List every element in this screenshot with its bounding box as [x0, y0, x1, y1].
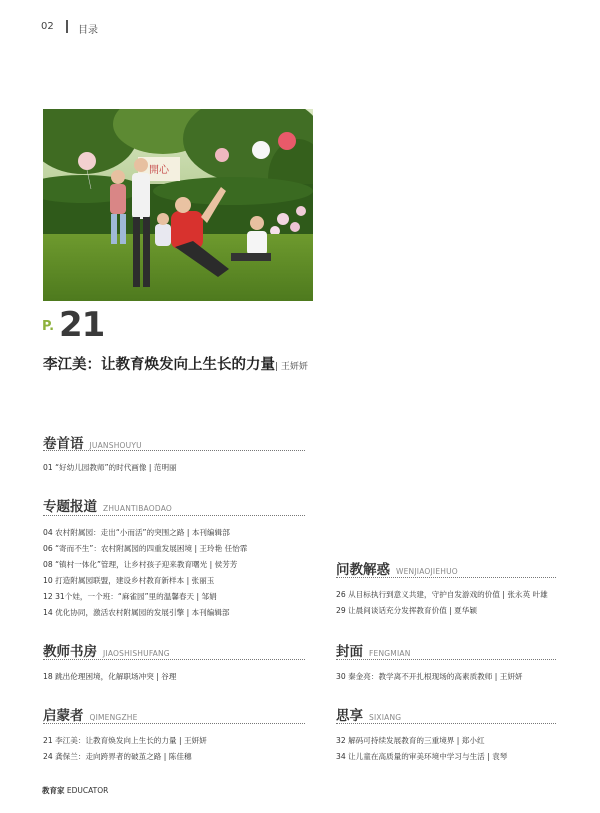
feature-page-number: 21 — [59, 305, 105, 345]
header-title: 目录 — [78, 25, 98, 36]
toc-entry[interactable]: 06 “寄而不生”：农村附属园的四重发展困境 | 王玲艳 任怡霏 — [43, 544, 248, 553]
section-title: 问教解惑 — [336, 562, 390, 578]
section-divider — [43, 723, 305, 724]
feature-title-line[interactable] — [43, 353, 308, 374]
section-header-jiaoshi — [43, 640, 170, 660]
section-title: 教师书房 — [43, 644, 97, 660]
section-pinyin: FENGMIAN — [369, 649, 411, 658]
toc-entry[interactable]: 21 李江美：让教育焕发向上生长的力量 | 王妍妍 — [43, 736, 207, 745]
toc-entry[interactable]: 12 31个娃，一个班：“麻雀园”里的温馨春天 | 邹娟 — [43, 592, 217, 601]
toc-entry[interactable]: 29 让晨间谈话充分发挥教育价值 | 夏华颖 — [336, 606, 477, 615]
header-divider — [66, 20, 68, 33]
section-pinyin: JUANSHOUYU — [89, 441, 142, 450]
section-divider — [43, 659, 305, 660]
footer-brand-line — [42, 785, 108, 796]
section-header-wenjiao — [336, 558, 458, 578]
toc-entry[interactable]: 18 跳出伦理困境，化解职场冲突 | 谷理 — [43, 672, 177, 681]
page-prefix: P. — [42, 319, 55, 334]
toc-entry[interactable]: 04 农村附属园：走出“小而活”的突围之路 | 本刊编辑部 — [43, 528, 230, 537]
cover-photo — [43, 109, 313, 301]
section-pinyin: SIXIANG — [369, 713, 402, 722]
section-divider — [43, 450, 305, 451]
toc-entry[interactable]: 08 “镇村一体化”管理，让乡村孩子迎来教育曙光 | 侯芳芳 — [43, 560, 238, 569]
feature-author: | 王妍妍 — [275, 362, 308, 372]
section-divider — [336, 577, 556, 578]
section-divider — [43, 515, 305, 516]
section-pinyin: WENJIAOJIEHUO — [396, 567, 458, 576]
section-title: 封面 — [336, 644, 363, 660]
section-title: 专题报道 — [43, 499, 97, 515]
footer-brand: 教育家 — [42, 786, 65, 795]
section-pinyin: ZHUANTIBAODAO — [103, 504, 172, 513]
footer-brand-en: EDUCATOR — [66, 786, 109, 795]
section-header-zhuanti — [43, 495, 172, 515]
section-title: 启蒙者 — [43, 708, 84, 724]
page-number: 02 — [41, 21, 54, 32]
feature-title: 李江美：让教育焕发向上生长的力量 — [43, 357, 275, 373]
section-header-fengmian — [336, 640, 411, 660]
section-divider — [336, 723, 556, 724]
section-title: 卷首语 — [43, 436, 84, 452]
banner-text: 開心 — [149, 165, 169, 176]
section-title: 思享 — [336, 708, 363, 724]
section-pinyin: QIMENGZHE — [89, 713, 138, 722]
section-header-sixiang — [336, 704, 401, 724]
section-divider — [336, 659, 556, 660]
section-header-juanshouyu — [43, 432, 142, 452]
toc-entry[interactable]: 30 秦金亮：教学离不开扎根现场的高素质教师 | 王妍妍 — [336, 672, 523, 681]
toc-entry[interactable]: 10 打造附属园联盟，建设乡村教育新样本 | 张丽玉 — [43, 576, 215, 585]
toc-entry[interactable]: 26 从目标执行到意义共建，守护自发游戏的价值 | 张永英 叶雄 — [336, 590, 548, 599]
section-header-qimeng — [43, 704, 138, 724]
toc-entry[interactable]: 14 优化协同，激活农村附属园的发展引擎 | 本刊编辑部 — [43, 608, 230, 617]
toc-entry[interactable]: 01 “好幼儿园教师”的时代画像 | 范明丽 — [43, 463, 177, 472]
toc-entry[interactable]: 34 让儿童在高质量的审美环境中学习与生活 | 袁琴 — [336, 752, 508, 761]
toc-entry[interactable]: 24 龚保兰：走向跨界者的破茧之路 | 陈佳穗 — [43, 752, 192, 761]
section-pinyin: JIAOSHISHUFANG — [103, 649, 170, 658]
toc-entry[interactable]: 32 解码可持续发展教育的三重境界 | 郑小红 — [336, 736, 485, 745]
